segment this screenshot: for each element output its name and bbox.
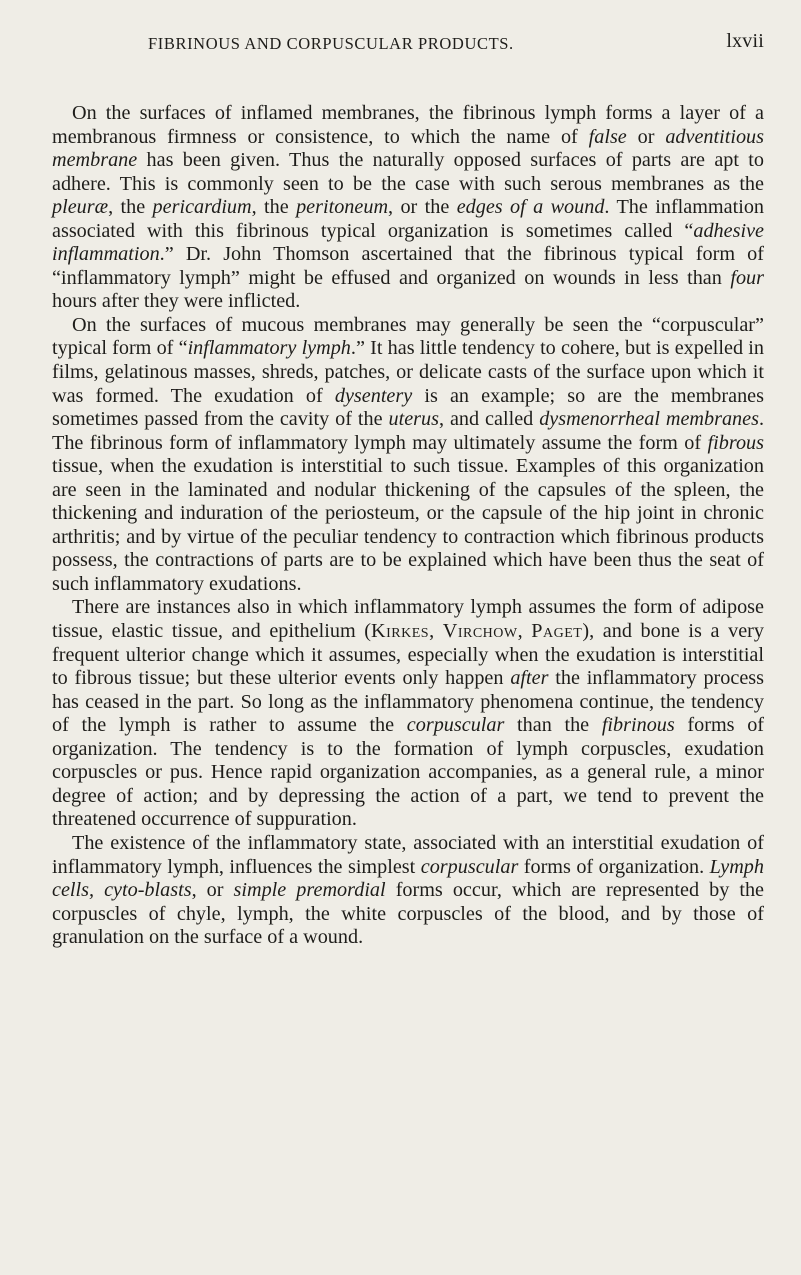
italic-term: fibrous bbox=[707, 431, 764, 454]
italic-term: adhesive inflammation bbox=[52, 219, 764, 266]
italic-term: four bbox=[730, 266, 764, 289]
text-run: the inflammatory process has ceased in the part. So long as the inflammatory phenomena continue, the tendency of the lymph is rather to assume the bbox=[52, 667, 764, 737]
italic-term: edges of a wound bbox=[456, 196, 605, 219]
author-name: Paget bbox=[531, 620, 583, 643]
running-title: FIBRINOUS AND CORPUSCULAR PRODUCTS. bbox=[148, 34, 514, 53]
text-run: hours after they were inflicted. bbox=[52, 290, 301, 313]
text-run: forms of organization. The tendency is to the formation of lymph corpuscles, exudation corpuscles or pus. Hence rapid organization accompanies, as a general rule, a minor degree of action; and by depressing the action of a part, we tend to prevent the threatened occurrence of suppuration. bbox=[52, 714, 765, 831]
text-run: has been given. Thus the naturally opposed surfaces of parts are apt to adhere. This is commonly seen to be the case with such serous membranes as the bbox=[52, 149, 764, 195]
author-name: Virchow bbox=[442, 620, 518, 643]
text-run: is an example; so are the membranes sometimes passed from the cavity of the bbox=[52, 384, 764, 431]
paragraph-mucous-membranes bbox=[52, 314, 764, 597]
text-run: .” Dr. John Thomson ascertained that the fibrinous typical form of “inflammatory lymph” might be effused and organized on wounds in less than bbox=[52, 243, 764, 289]
italic-term: uterus bbox=[388, 408, 439, 431]
text-run: The existence of the inflammatory state, associated with an interstitial exudation of inflammatory lymph, influences the simplest bbox=[52, 831, 764, 878]
text-run: There are instances also in which inflammatory lymph assumes the form of adipose tissue, elastic tissue, and epithelium ( bbox=[52, 596, 764, 643]
text-run: On the surfaces of mucous membranes may generally be seen the “corpuscular” typical form of “ bbox=[52, 313, 764, 360]
italic-term: inflammatory lymph bbox=[187, 337, 351, 360]
text-run: forms of organization. bbox=[518, 855, 710, 878]
text-run: , bbox=[429, 620, 443, 643]
italic-term: fibrinous bbox=[601, 714, 675, 737]
italic-term: peritoneum bbox=[296, 196, 389, 219]
text-run: , or the bbox=[388, 196, 457, 219]
paragraph-fibrinous-lymph bbox=[52, 102, 764, 314]
text-run: , the bbox=[251, 196, 297, 219]
paragraph-ulterior-changes bbox=[52, 596, 764, 831]
italic-term: corpuscular bbox=[420, 855, 519, 878]
italic-term: dysmenorrheal membranes bbox=[539, 408, 759, 431]
text-run: tissue, when the exudation is interstitial to such tissue. Examples of this organization are seen in the laminated and nodular thickening of the capsules of the spleen, the thickening and induration of the periosteum, or the capsule of the hip joint in chronic arthritis; and by virtue of the peculiar tendency to contraction which fibrinous products possess, the contractions of parts are to be explained which have been thus the seat of such inflammatory exudations. bbox=[52, 455, 764, 595]
italic-term: false bbox=[588, 125, 627, 148]
italic-term: pleuræ bbox=[52, 196, 109, 219]
body-text bbox=[52, 102, 764, 950]
text-run: or bbox=[626, 125, 666, 148]
italic-term: pericardium bbox=[152, 196, 252, 219]
author-name: Kirkes bbox=[371, 620, 430, 643]
running-header bbox=[52, 30, 764, 58]
text-run: , and called bbox=[438, 408, 540, 431]
italic-term: corpuscular bbox=[406, 714, 505, 737]
text-run: , the bbox=[108, 196, 153, 219]
book-page bbox=[52, 30, 764, 950]
text-run: . The inflammation associated with this fibrinous typical organization is sometimes called “ bbox=[52, 196, 765, 242]
italic-term: dysentery bbox=[334, 384, 413, 407]
text-run: than the bbox=[504, 714, 602, 737]
text-run: forms occur, which are represented by the corpuscles of chyle, lymph, the white corpuscles of the blood, and by those of granulation on the surface of a wound. bbox=[52, 879, 764, 949]
italic-term: simple premordial bbox=[233, 879, 386, 902]
italic-term: after bbox=[510, 667, 549, 690]
italic-term: adventitious membrane bbox=[52, 125, 764, 172]
italic-term: Lymph cells, cyto-blasts bbox=[52, 855, 764, 902]
text-run: On the surfaces of inflamed membranes, the fibrinous lymph forms a layer of a membranous firmness or consistence, to which the name of bbox=[52, 102, 764, 148]
text-run: ), and bone is a very frequent ulterior change which it assumes, especially when the exudation is interstitial to fibrous tissue; but these ulterior events only happen bbox=[52, 620, 764, 690]
text-run: .” It has little tendency to cohere, but is expelled in films, gelatinous masses, shreds, patches, or delicate casts of the surface upon which it was formed. The exudation of bbox=[52, 337, 764, 407]
paragraph-corpuscular-forms bbox=[52, 832, 764, 950]
page-number: lxvii bbox=[726, 30, 764, 52]
text-run: . The fibrinous form of inflammatory lymph may ultimately assume the form of bbox=[52, 408, 765, 454]
text-run: , bbox=[517, 620, 532, 643]
text-run: , or bbox=[191, 879, 234, 902]
